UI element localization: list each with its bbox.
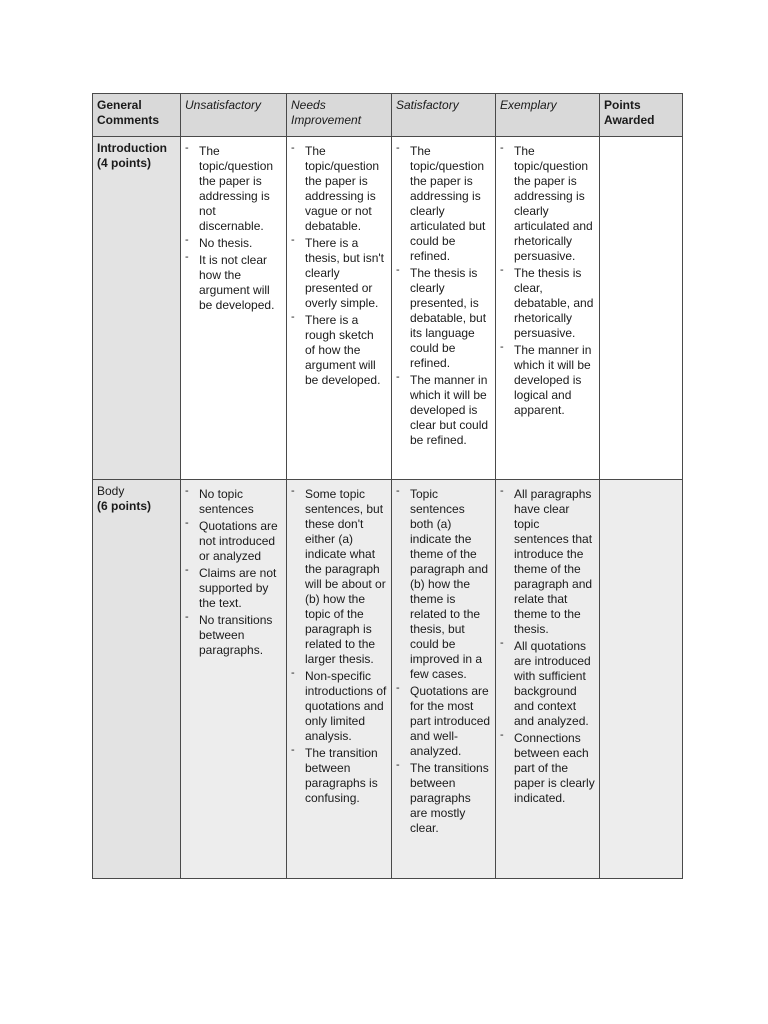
bullet-dash-icon: - [500,341,504,353]
bullet-dash-icon: - [396,485,400,497]
header-exemplary: Exemplary [496,94,600,137]
criterion-points: (6 points) [97,499,151,513]
needs-improvement-cell [287,137,392,480]
list-item [291,144,387,234]
list-item [185,566,282,611]
bullet-dash-icon: - [185,485,189,497]
bullet-dash-icon: - [500,485,504,497]
list-item [396,684,491,759]
list-item [500,266,595,341]
satisfactory-cell [392,480,496,879]
bullet-dash-icon: - [500,729,504,741]
list-item-text: There is a thesis, but isn't clearly presented or overly simple. [305,236,384,310]
bullet-dash-icon: - [291,234,295,246]
criterion-cell [93,137,181,480]
body-row [93,480,683,879]
list-item [396,266,491,371]
bullet-dash-icon: - [185,564,189,576]
header-points-awarded: Points Awarded [600,94,683,137]
list-item-text: Connections between each part of the paper is clearly indicated. [514,731,595,805]
list-item [185,144,282,234]
list-item-text: Claims are not supported by the text. [199,566,277,610]
bullet-dash-icon: - [291,311,295,323]
bullet-dash-icon: - [396,371,400,383]
list-item-text: There is a rough sketch of how the argument will be developed. [305,313,381,387]
list-item [500,144,595,264]
list-item-text: Quotations are not introduced or analyzed [199,519,278,563]
bullet-list [396,144,491,448]
header-unsatisfactory: Unsatisfactory [181,94,287,137]
list-item [500,639,595,729]
bullet-dash-icon: - [396,264,400,276]
bullet-dash-icon: - [396,759,400,771]
bullet-dash-icon: - [396,142,400,154]
criterion-points: (4 points) [97,156,151,170]
list-item [500,487,595,637]
bullet-dash-icon: - [291,744,295,756]
list-item-text: The topic/question the paper is addressing is not discernable. [199,144,274,233]
points-awarded-cell[interactable] [600,480,683,879]
unsatisfactory-cell [181,480,287,879]
bullet-dash-icon: - [396,682,400,694]
bullet-dash-icon: - [291,485,295,497]
criterion-name: Body [97,484,125,498]
bullet-list [500,144,595,418]
list-item [185,613,282,658]
list-item [396,487,491,682]
list-item-text: Some topic sentences, but these don't either (a) indicate what the paragraph will be about or (b) how the topic of the paragraph is related to the larger thesis. [305,487,386,666]
satisfactory-cell [392,137,496,480]
list-item-text: All paragraphs have clear topic sentences that introduce the theme of the paragraph and relate that theme to the thesis. [514,487,593,636]
header-general-comments: General Comments [93,94,181,137]
list-item-text: The thesis is clearly presented, is debatable, but its language could be refined. [410,266,487,370]
list-item [291,669,387,744]
bullet-dash-icon: - [291,142,295,154]
exemplary-cell [496,137,600,480]
header-needs-improvement: Needs Improvement [287,94,392,137]
list-item-text: All quotations are introduced with sufficient background and context and analyzed. [514,639,591,728]
list-item-text: The topic/question the paper is addressing is clearly articulated and rhetorically persuasive. [514,144,593,263]
bullet-list [291,487,387,806]
unsatisfactory-cell [181,137,287,480]
list-item-text: It is not clear how the argument will be developed. [199,253,275,312]
list-item-text: The manner in which it will be developed is clear but could be refined. [410,373,489,447]
bullet-dash-icon: - [185,611,189,623]
bullet-dash-icon: - [291,667,295,679]
list-item-text: The transition between paragraphs is confusing. [305,746,378,805]
bullet-list [185,144,282,313]
bullet-dash-icon: - [185,234,189,246]
bullet-list [396,487,491,836]
bullet-dash-icon: - [185,251,189,263]
bullet-dash-icon: - [500,142,504,154]
list-item [500,343,595,418]
bullet-list [500,487,595,806]
exemplary-cell [496,480,600,879]
list-item [291,313,387,388]
list-item [185,236,282,251]
list-item-text: The topic/question the paper is addressing is vague or not debatable. [305,144,380,233]
header-satisfactory: Satisfactory [392,94,496,137]
needs-improvement-cell [287,480,392,879]
list-item [185,487,282,517]
list-item-text: No thesis. [199,236,253,250]
list-item [396,373,491,448]
list-item [396,144,491,264]
list-item [185,253,282,313]
list-item-text: The transitions between paragraphs are mostly clear. [410,761,489,835]
bullet-list [185,487,282,658]
bullet-dash-icon: - [500,264,504,276]
list-item [291,487,387,667]
criterion-cell [93,480,181,879]
list-item-text: Quotations are for the most part introduced and well-analyzed. [410,684,491,758]
list-item [185,519,282,564]
list-item-text: No transitions between paragraphs. [199,613,273,657]
points-awarded-cell[interactable] [600,137,683,480]
bullet-dash-icon: - [500,637,504,649]
list-item [396,761,491,836]
rubric-table [92,93,683,879]
list-item-text: The topic/question the paper is addressing is clearly articulated but could be refined. [410,144,486,263]
list-item [291,746,387,806]
bullet-list [291,144,387,388]
list-item-text: No topic sentences [199,487,254,516]
bullet-dash-icon: - [185,517,189,529]
list-item-text: The thesis is clear, debatable, and rhetorically persuasive. [514,266,594,340]
list-item-text: Topic sentences both (a) indicate the theme of the paragraph and (b) how the theme is related to the thesis, but could be improved in a few cases. [410,487,489,681]
list-item-text: The manner in which it will be developed is logical and apparent. [514,343,592,417]
header-row [93,94,683,137]
criterion-name: Introduction [97,141,167,155]
bullet-dash-icon: - [185,142,189,154]
list-item-text: Non-specific introductions of quotations and only limited analysis. [305,669,387,743]
list-item [291,236,387,311]
introduction-row [93,137,683,480]
list-item [500,731,595,806]
